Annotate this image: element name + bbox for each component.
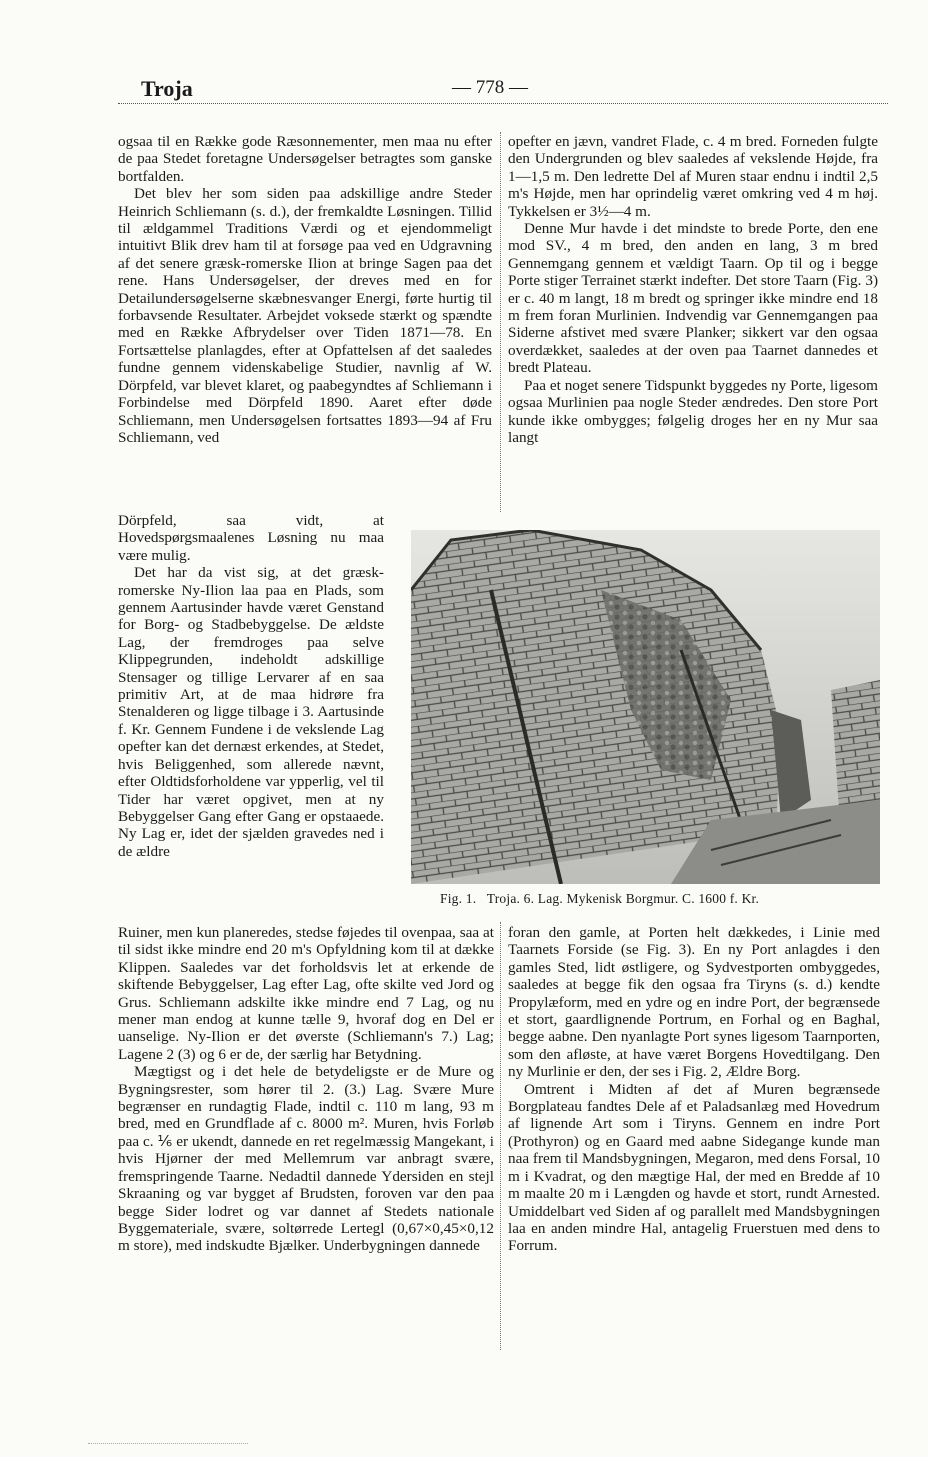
paragraph: Paa et noget senere Tidspunkt byggedes ny Porte, ligesom ogsaa Murlinien paa nogle Steder ændredes. Den store Port kunde ikke ombygges; følgelig droges her en ny Mur saa langt xyxy=(508,376,878,446)
figure-photo xyxy=(411,530,880,884)
paragraph: foran den gamle, at Porten helt dækkedes, i Linie med Taarnets Forside (se Fig. 3). En ny Port anlagdes i den gamles Sted, lidt østligere, og Sydvestporten ombyggedes, saaledes at begge fik den ogsaa fra Tiryns (s. d.) kendte Propylæform, med en ydre og en indre Port, der begrænsede et stort, gaardlignende Portrum, en Forhal og en Baghal, begge aabne. Den nyanlagte Port synes ligesom Taarnporten, som den afløste, at have været Borgens Hovedtilgang. Den ny Murlinie er den, der ses i Fig. 2, Ældre Borg. xyxy=(508,924,880,1081)
left-column-top xyxy=(118,133,492,446)
wall-photo-illustration xyxy=(411,530,880,884)
header-rule xyxy=(118,103,888,104)
left-column-narrow xyxy=(118,512,384,860)
left-column-bottom xyxy=(118,924,494,1255)
paragraph: Dörpfeld, saa vidt, at Hovedspørgsmaalenes Løsning nu maa være mulig. xyxy=(118,512,384,564)
paragraph: Ruiner, men kun planeredes, stedse føjedes til ovenpaa, saa at til sidst ikke mindre end 20 m's Opfyldning kom til at dække Klippen. Saaledes var det forholdsvis let at erkende de skiftende Bebyggelser, Lag efter Lag, ofte skilte ved Jord og Grus. Schliemann adskilte ikke mindre end 7 Lag, og nu mener man endog at kunne tælle 9, hvoraf dog en Del er uanselige. Ny-Ilion er det øverste (Schliemann's 7.) Lag; Lagene 2 (3) og 6 er de, der særlig har Betydning. xyxy=(118,924,494,1063)
column-divider-bottom xyxy=(500,922,501,1350)
footer-rule xyxy=(88,1443,248,1444)
running-title: Troja xyxy=(141,76,193,101)
paragraph: Omtrent i Midten af det af Muren begrænsede Borgplateau fandtes Dele af et Paladsanlæg med Hovedrum af lignende Art som i Tiryns. Gennem en indre Port (Prothyron) og en Gaard med aabne Sidegange kunde man naa frem til Mandsbygningen, Megaron, med dens Forsal, 10 m i Kvadrat, og den mægtige Hal, der med en Bredde af 10 m maalte 20 m i Længden og havde et stort, rundt Arnested. Umiddelbart ved Siden af og parallelt med Mandsbygningen laa en anden mindre Hal, antagelig Fruerstuen med dens to Forrum. xyxy=(508,1080,880,1255)
paragraph: Denne Mur havde i det mindste to brede Porte, den ene mod SV., 4 m bred, den anden en lang, 3 m bred Gennemgang gennem et vældigt Taarn. Op til og i begge Porte stiger Terrainet stærkt indefter. Det store Taarn (Fig. 3) er c. 40 m langt, 18 m bredt og springer ikke mindre end 18 m frem foran Murlinien. Indvendig var Gennemgangen paa Siderne afstivet med svære Planker; sikkert var den ogsaa overdækket, saaledes at der oven paa Taarnet dannedes et bredt Plateau. xyxy=(508,220,878,377)
paragraph: opefter en jævn, vandret Flade, c. 4 m bred. Forneden fulgte den Undergrunden og blev saaledes af vekslende Højde, fra 1—1,5 m. Den ledrette Del af Muren staar endnu i indtil 2,5 m's Højde, men har oprindelig været omkring ved 4 m høj. Tykkelsen er 3½—4 m. xyxy=(508,133,878,220)
right-column-top xyxy=(508,133,878,446)
paragraph: ogsaa til en Række gode Ræsonnementer, men maa nu efter de paa Stedet foretagne Undersøgelser betragtes som ganske bortfalden. xyxy=(118,133,492,185)
figure-caption: Fig. 1. Troja. 6. Lag. Mykenisk Borgmur. C. 1600 f. Kr. xyxy=(440,891,760,906)
paragraph: Det blev her som siden paa adskillige andre Steder Heinrich Schliemann (s. d.), der fremkaldte Løsningen. Tillid til ældgammel Traditions Værdi og et ejendommeligt intuitivt Blik drev ham til at forsøge paa ved en Udgravning af det senere græsk-romerske Ilion at bringe Sagen paa det rene. Hans Undersøgelser, der dreves med en for Detailundersøgelserne skæbnesvanger Energi, førte hurtig til forbavsende Resultater. Arbejdet voksede stærkt og spændte med en Række Afbrydelser over Tiden 1871—78. En Fortsættelse planlagdes, efter at Opfattelsen af det saaledes fundne gennem videnskabelige Studier, navnlig af W. Dörpfeld, var blevet klaret, og paabegyndtes af Schliemann i Forbindelse med Dörpfeld 1890. Aaret efter døde Schliemann, men Undersøgelsen fortsattes 1893—94 af Fru Schliemann, ved xyxy=(118,185,492,446)
page-number: — 778 — xyxy=(452,77,528,98)
paragraph: Det har da vist sig, at det græsk-romerske Ny-Ilion laa paa en Plads, som gennem Aartusinder havde været Genstand for Borg- og Stadbebyggelse. De ældste Lag, der fremdroges paa selve Klippegrunden, indeholdt adskillige Stensager og tillige Lervarer af en saa primitiv Art, at de maa hidrøre fra Stenalderen og ligge tilbage i 3. Aartusinde f. Kr. Gennem Fundene i de vekslende Lag opefter kan det dernæst erkendes, at Stedet, hvis Beliggenhed, som allerede nævnt, efter Oldtidsforholdene var ypperlig, vel til Tider har været opgivet, men at ny Bebyggelser Gang efter Gang er opstaaede. Ny Lag er, idet der sjælden gravedes ned i de ældre xyxy=(118,564,384,860)
paragraph: Mægtigst og i det hele de betydeligste er de Mure og Bygningsrester, som hører til 2. (3.) Lag. Svære Mure begrænser en rundagtig Flade, indtil c. 110 m lang, 93 m bred, med en Grundflade af c. 8000 m². Muren, hvis Forløb paa c. ⅙ er ukendt, dannede en ret regelmæssig Mangekant, i hvis Hjørner der med Mellemrum var anbragt svære, fremspringende Taarne. Nedadtil dannede Ydersiden en stejl Skraaning og var bygget af Brudsten, foroven var den paa begge Sider lodret og var dannet af Stedets nationale Byggemateriale, svære, soltørrede Lertegl (0,67×0,45×0,12 m store), med indskudte Bjælker. Underbygningen dannede xyxy=(118,1063,494,1255)
right-column-bottom xyxy=(508,924,880,1255)
column-divider-top xyxy=(500,132,501,512)
